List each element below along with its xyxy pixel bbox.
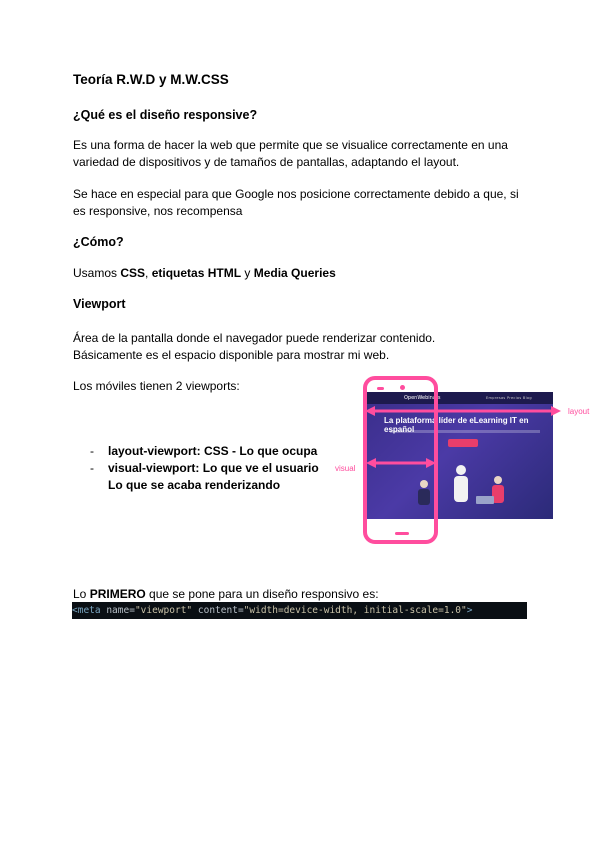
heading-how: ¿Cómo? (73, 235, 124, 249)
text: que se pone para un diseño responsivo es: (145, 587, 379, 601)
list-item (90, 443, 319, 460)
page-title: Teoría R.W.D y M.W.CSS (73, 72, 229, 87)
list-item (90, 460, 319, 477)
paragraph-how (73, 265, 336, 282)
bold-html: etiquetas HTML (151, 266, 242, 280)
layout-label: layout (568, 407, 590, 416)
site-headline: La plataforma líder de eLearning IT en español (384, 416, 529, 434)
heading-what-is-responsive: ¿Qué es el diseño responsive? (73, 108, 258, 122)
text-line: Se hace en especial para que Google nos posicione correctamente debido a que, si (73, 187, 519, 201)
text: Lo (73, 587, 90, 601)
visual-label: visual (335, 464, 356, 473)
list-item-text: Lo que se acaba renderizando (108, 478, 281, 492)
text-line: es responsive, nos recompensa (73, 204, 243, 218)
viewport-illustration (335, 376, 597, 548)
code-snippet (72, 602, 527, 619)
viewport-arrows (335, 376, 597, 548)
code-attr-content: content (197, 605, 238, 616)
paragraph-two-viewports: Los móviles tienen 2 viewports: (73, 379, 240, 393)
text-line: Básicamente es el espacio disponible para mostrar mi web. (73, 348, 390, 362)
text: Usamos (73, 266, 121, 280)
bold-primero: PRIMERO (89, 587, 146, 601)
site-menu: Empresas Precios Blog (486, 396, 532, 400)
text-line: variedad de dispositivos y de tamaños de pantallas, adaptando el layout. (73, 155, 460, 169)
bold-media-queries: Media Queries (253, 266, 336, 280)
viewport-list (90, 443, 319, 494)
bold-css: CSS (120, 266, 146, 280)
text-line: Es una forma de hacer la web que permite que se visualice correctamente en una (73, 138, 508, 152)
list-item-text: layout-viewport: CSS - Lo que ocupa (108, 444, 318, 458)
paragraph-definition (73, 137, 508, 171)
text-line: Área de la pantalla donde el navegador puede renderizar contenido. (73, 331, 436, 345)
text: , (145, 266, 152, 280)
list-item-continuation (90, 477, 319, 494)
code-attr-name: name (106, 605, 130, 616)
code-value-content: "width=device-width, initial-scale=1.0" (243, 605, 467, 616)
bullet-dash: - (90, 461, 94, 475)
code-equals: = (129, 605, 135, 616)
paragraph-first (73, 586, 379, 603)
site-logo: OpenWebinars (404, 395, 441, 401)
code-tag-close: > (466, 605, 473, 616)
paragraph-viewport (73, 330, 435, 364)
paragraph-google (73, 186, 519, 220)
code-tag-open: <meta (72, 605, 107, 616)
heading-viewport: Viewport (73, 297, 126, 311)
code-value-viewport: "viewport" (134, 605, 193, 616)
text: y (241, 266, 254, 280)
bullet-dash: - (90, 444, 94, 458)
list-item-text: visual-viewport: Lo que ve el usuario (108, 461, 319, 475)
code-equals: = (237, 605, 244, 616)
